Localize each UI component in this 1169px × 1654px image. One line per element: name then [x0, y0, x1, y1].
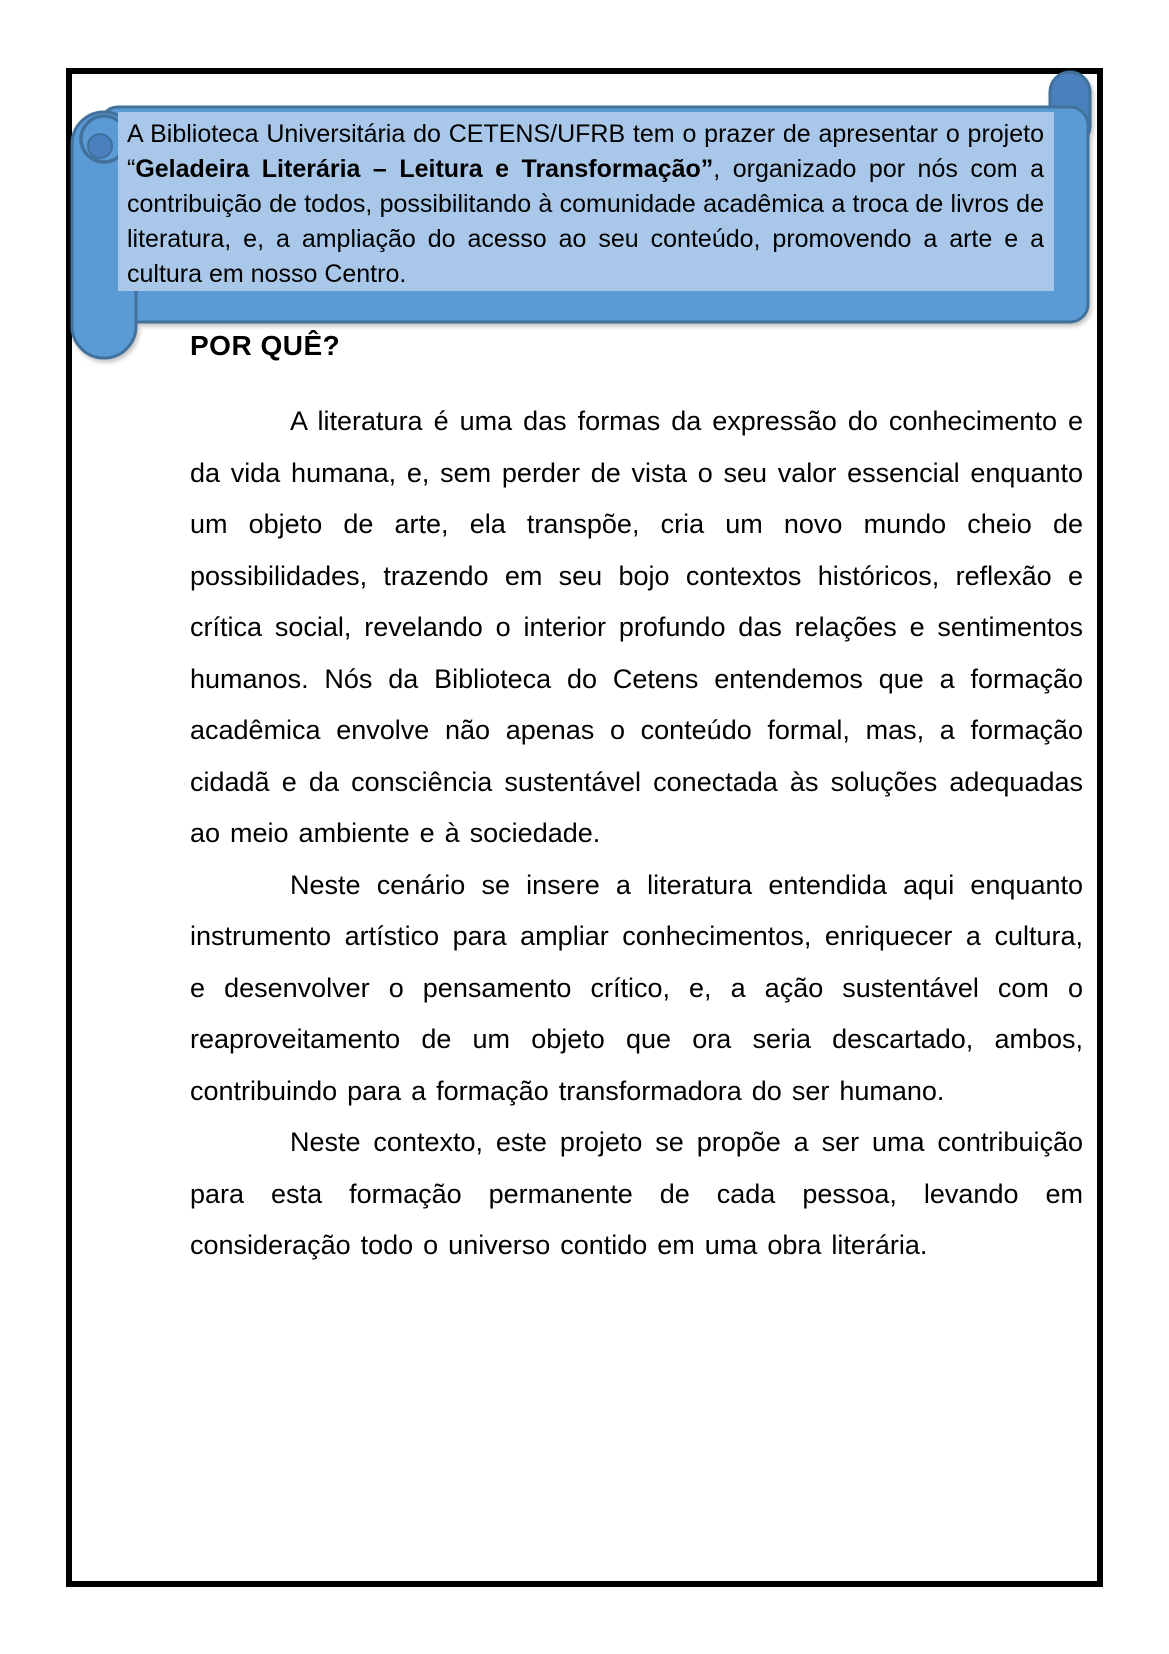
banner-text-lead: A Biblioteca Universitária do CETENS/UFRB tem o prazer de apresentar o projeto “	[127, 120, 1044, 183]
paragraph-3: Neste contexto, este projeto se propõe a ser uma contribuição para esta formação permanente de cada pessoa, levando em consideração todo o universo contido em uma obra literária.	[190, 1127, 1083, 1260]
banner-text-trail: , organizado por nós com a contribuição de todos, possibilitando à comunidade acadêmica a troca de livros de literatura, e, a ampliação do acesso ao seu conteúdo, promovendo a arte e a cultura em nosso Centro.	[127, 155, 1044, 288]
banner-text-project-title: Geladeira Literária – Leitura e Transformação”	[135, 155, 714, 183]
body-text-block	[190, 396, 1083, 1272]
paragraph-1: A literatura é uma das formas da expressão do conhecimento e da vida humana, e, sem perder de vista o seu valor essencial enquanto um objeto de arte, ela transpõe, cria um novo mundo cheio de possibilidades, trazendo em seu bojo contextos históricos, reflexão e crítica social, revelando o interior profundo das relações e sentimentos humanos. Nós da Biblioteca do Cetens entendemos que a formação acadêmica envolve não apenas o conteúdo formal, mas, a formação cidadã e da consciência sustentável conectada às soluções adequadas ao meio ambiente e à sociedade.	[190, 406, 1083, 848]
paragraph-2: Neste cenário se insere a literatura entendida aqui enquanto instrumento artístico para ampliar conhecimentos, enriquecer a cultura, e desenvolver o pensamento crítico, e, a ação sustentável com o reaproveitamento de um objeto que ora seria descartado, ambos, contribuindo para a formação transformadora do ser humano.	[190, 869, 1083, 1106]
section-heading: POR QUÊ?	[190, 330, 341, 361]
banner-text-panel	[118, 112, 1054, 291]
scroll-top-left-curl-hole	[88, 134, 112, 158]
scroll-banner	[70, 66, 1100, 366]
